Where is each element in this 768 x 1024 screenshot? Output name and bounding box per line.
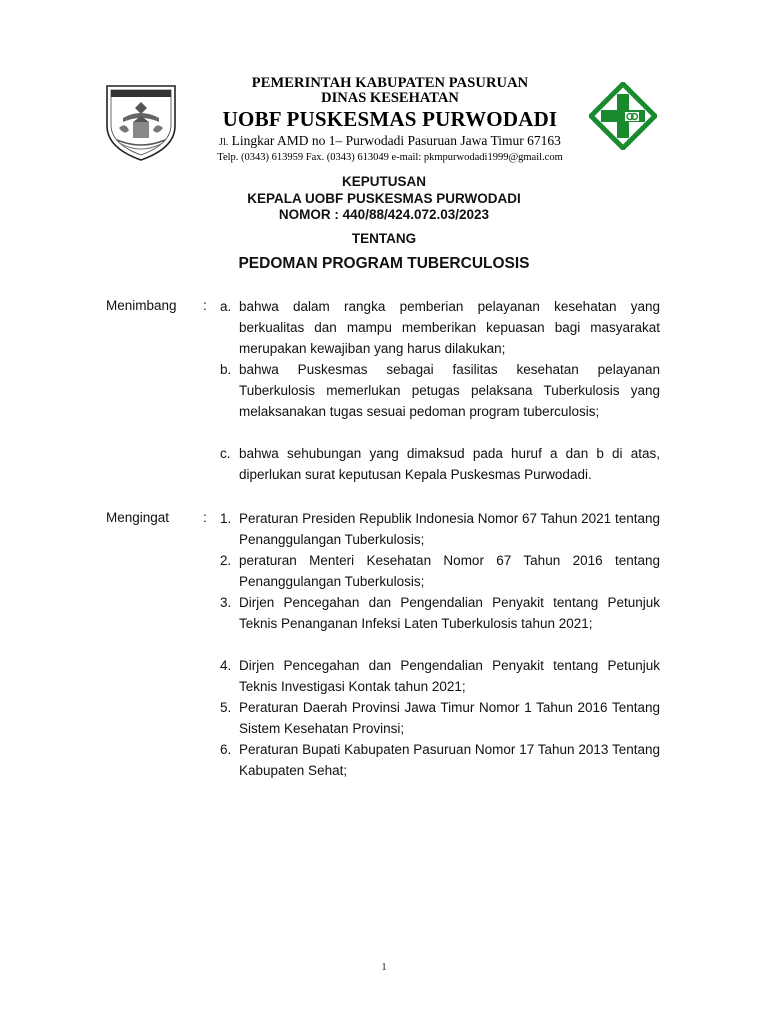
address-prefix: Jl. (219, 137, 229, 148)
menimbang-item-a (220, 296, 660, 359)
address-text: Lingkar AMD no 1– Purwodadi Pasuruan Jawa Timur 67163 (231, 133, 561, 148)
page-number: 1 (381, 962, 387, 973)
item-text: bahwa Puskesmas sebagai fasilitas kesehatan pelayanan Tuberkulosis memerlukan petugas pelaksana Tuberkulosis yang melaksanakan tugas sesuai pedoman program tuberculosis; (239, 362, 660, 419)
menimbang-label: Menimbang (106, 298, 177, 313)
item-text: bahwa dalam rangka pemberian pelayanan kesehatan yang berkualitas dan mampu memberikan kepuasan bagi masyarakat merupakan kewajiban yang harus dilakukan; (239, 299, 660, 356)
item-text: Peraturan Daerah Provinsi Jawa Timur Nomor 1 Tahun 2016 Tentang Sistem Kesehatan Provinsi; (239, 700, 660, 736)
item-text: Peraturan Presiden Republik Indonesia Nomor 67 Tahun 2021 tentang Penanggulangan Tuberkulosis; (239, 511, 660, 547)
item-marker: 5. (220, 700, 232, 715)
item-marker: 6. (220, 742, 232, 757)
decree-issuer: KEPALA UOBF PUSKESMAS PURWODADI (247, 191, 521, 206)
letterhead-department: DINAS KESEHATAN (321, 90, 459, 106)
letterhead (190, 76, 590, 165)
menimbang-item-b (220, 359, 660, 422)
puskesmas-cross-logo-icon (589, 82, 657, 150)
menimbang-colon: : (203, 298, 207, 313)
mengingat-item-2 (220, 550, 660, 592)
mengingat-item-6 (220, 739, 660, 781)
item-marker: c. (220, 446, 231, 461)
item-text: Dirjen Pencegahan dan Pengendalian Penyakit tentang Petunjuk Teknis Investigasi Kontak tahun 2021; (239, 658, 660, 694)
item-text: peraturan Menteri Kesehatan Nomor 67 Tahun 2016 tentang Penanggulangan Tuberkulosis; (239, 553, 660, 589)
letterhead-government: PEMERINTAH KABUPATEN PASURUAN (251, 75, 529, 91)
mengingat-item-3 (220, 592, 660, 634)
item-text: bahwa sehubungan yang dimaksud pada huruf a dan b di atas, diperlukan surat keputusan Kepala Puskesmas Purwodadi. (239, 446, 660, 482)
letterhead-institution: UOBF PUSKESMAS PURWODADI (222, 107, 558, 131)
mengingat-label: Mengingat (106, 510, 170, 525)
item-text: Dirjen Pencegahan dan Pengendalian Penyakit tentang Petunjuk Teknis Penanganan Infeksi Laten Tuberkulosis tahun 2021; (239, 595, 660, 631)
mengingat-item-1 (220, 508, 660, 550)
kabupaten-pasuruan-emblem-icon (103, 78, 179, 162)
letterhead-address (190, 132, 590, 151)
item-marker: b. (220, 362, 232, 377)
decree-subject: PEDOMAN PROGRAM TUBERCULOSIS (238, 255, 530, 272)
letterhead-contact: Telp. (0343) 613959 Fax. (0343) 613049 e-mail: pkmpurwodadi1999@gmail.com (217, 152, 563, 163)
mengingat-item-5 (220, 697, 660, 739)
mengingat-colon: : (203, 510, 207, 525)
item-text: Peraturan Bupati Kabupaten Pasuruan Nomor 17 Tahun 2013 Tentang Kabupaten Sehat; (239, 742, 660, 778)
item-marker: 2. (220, 553, 232, 568)
item-marker: 4. (220, 658, 232, 673)
mengingat-item-4 (220, 655, 660, 697)
decree-title: KEPUTUSAN (341, 174, 426, 189)
item-marker: 3. (220, 595, 232, 610)
decree-number: NOMOR : 440/88/424.072.03/2023 (278, 207, 490, 222)
item-marker: a. (220, 299, 232, 314)
item-marker: 1. (220, 511, 232, 526)
decree-about: TENTANG (351, 231, 417, 246)
menimbang-item-c (220, 443, 660, 485)
